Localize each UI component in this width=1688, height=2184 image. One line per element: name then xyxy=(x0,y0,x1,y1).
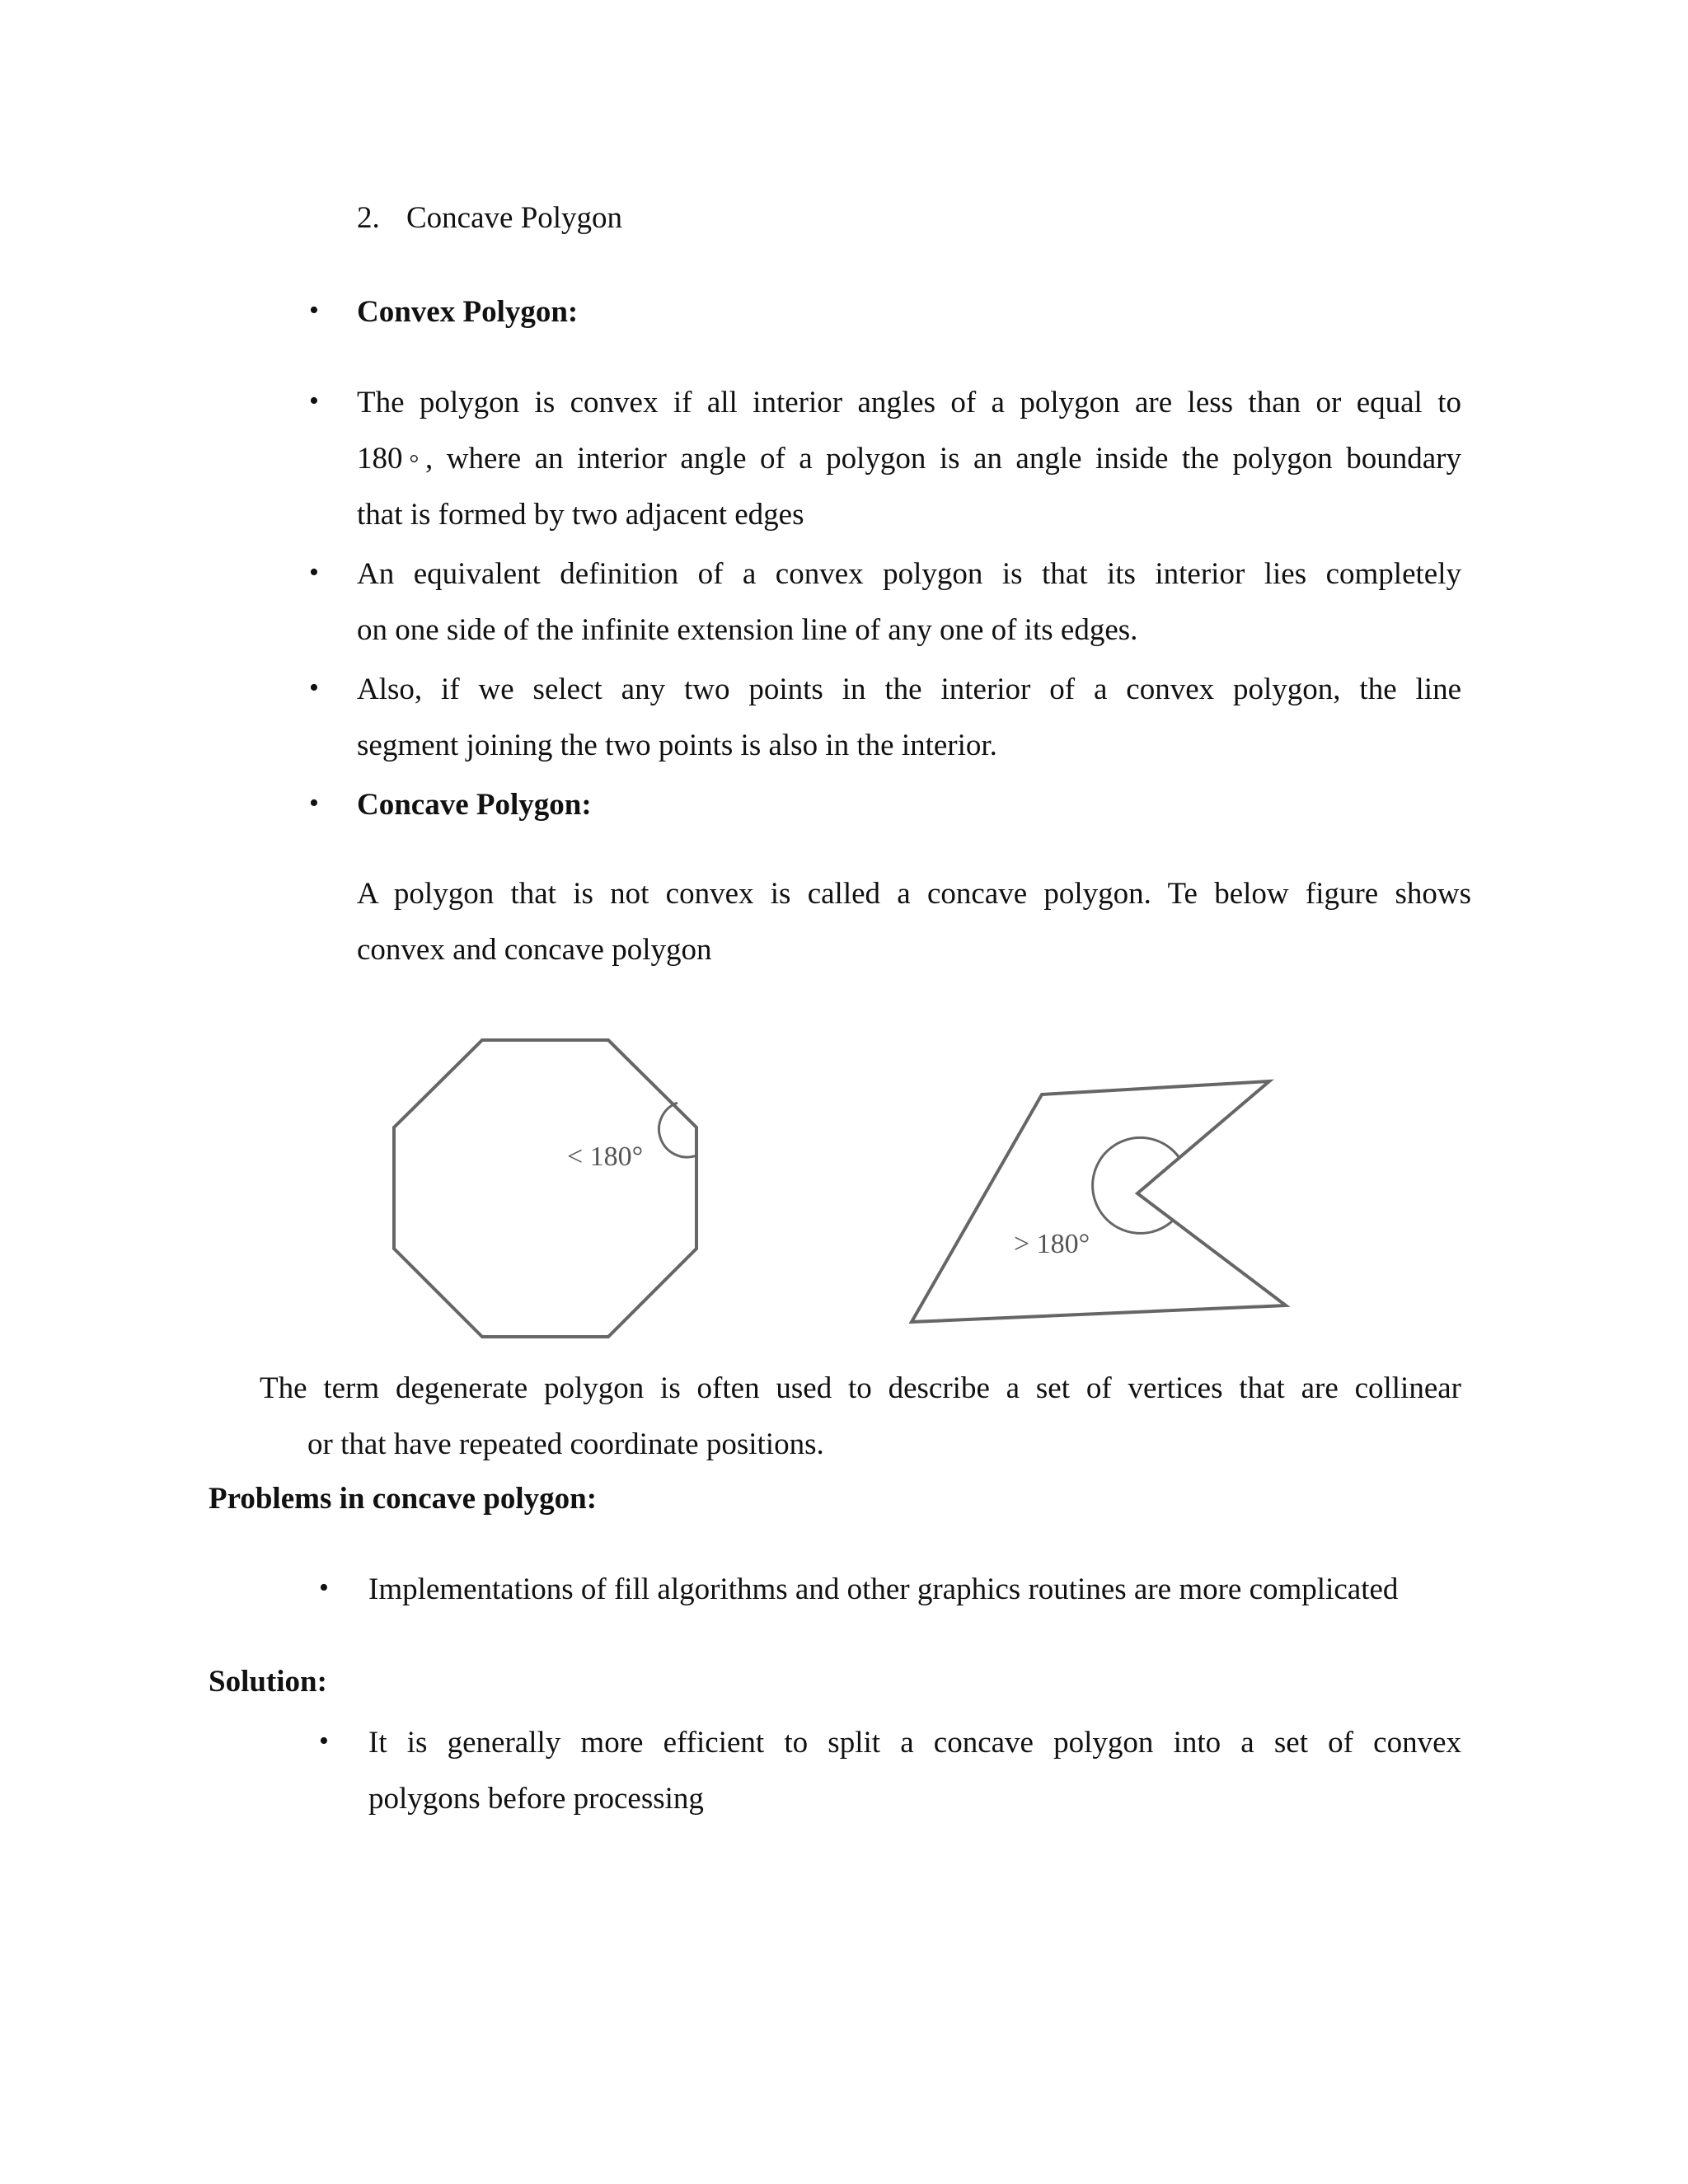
bullet-marker: • xyxy=(309,557,319,588)
convex-bullet-2-line-1: An equivalent definition of a convex polygon is that its interior lies completely xyxy=(357,557,1461,591)
concave-paragraph-line-1: A polygon that is not convex is called a concave polygon. Te below figure shows xyxy=(357,877,1471,911)
solution-heading: Solution: xyxy=(209,1665,327,1699)
bullet-marker: • xyxy=(309,673,319,703)
bullet-marker: • xyxy=(309,295,319,326)
convex-bullet-3-line-1: Also, if we select any two points in the interior of a convex polygon, the line xyxy=(357,673,1461,706)
problems-bullet: Implementations of fill algorithms and other graphics routines are more complicated xyxy=(368,1572,1399,1606)
convex-octagon xyxy=(394,1040,696,1337)
convex-bullet-1-line-1: The polygon is convex if all interior angles of a polygon are less than or equal to xyxy=(357,386,1461,419)
concave-angle-arc xyxy=(1093,1137,1179,1233)
convex-angle-label: < 180° xyxy=(567,1141,644,1172)
list-number: 2. xyxy=(357,201,380,235)
convex-bullet-2-line-2: on one side of the infinite extension line of any one of its edges. xyxy=(357,613,1138,647)
solution-bullet-line-1: It is generally more efficient to split a concave polygon into a set of convex xyxy=(368,1726,1461,1760)
problems-heading: Problems in concave polygon: xyxy=(209,1482,598,1516)
convex-bullet-1-line-2: 180◦, where an interior angle of a polygon is an angle inside the polygon boundary xyxy=(357,442,1461,476)
bullet-marker: • xyxy=(319,1572,329,1603)
convex-bullet-1-line-3: that is formed by two adjacent edges xyxy=(357,498,804,532)
solution-bullet-line-2: polygons before processing xyxy=(368,1782,704,1816)
bullet-marker: • xyxy=(319,1726,329,1756)
concave-polygon xyxy=(912,1081,1286,1322)
concave-angle-label: > 180° xyxy=(1014,1229,1090,1259)
bullet-marker: • xyxy=(309,386,319,416)
degenerate-line-2: or that have repeated coordinate positions. xyxy=(307,1427,824,1461)
concave-paragraph-line-2: convex and concave polygon xyxy=(357,933,712,967)
bullet-marker: • xyxy=(309,788,319,818)
concave-heading: Concave Polygon: xyxy=(357,788,592,822)
convex-bullet-3-line-2: segment joining the two points is also in the interior. xyxy=(357,729,997,762)
convex-heading: Convex Polygon: xyxy=(357,295,579,329)
list-item-text: Concave Polygon xyxy=(406,201,623,235)
degenerate-line-1: The term degenerate polygon is often used to describe a set of vertices that are collinear xyxy=(260,1371,1461,1405)
